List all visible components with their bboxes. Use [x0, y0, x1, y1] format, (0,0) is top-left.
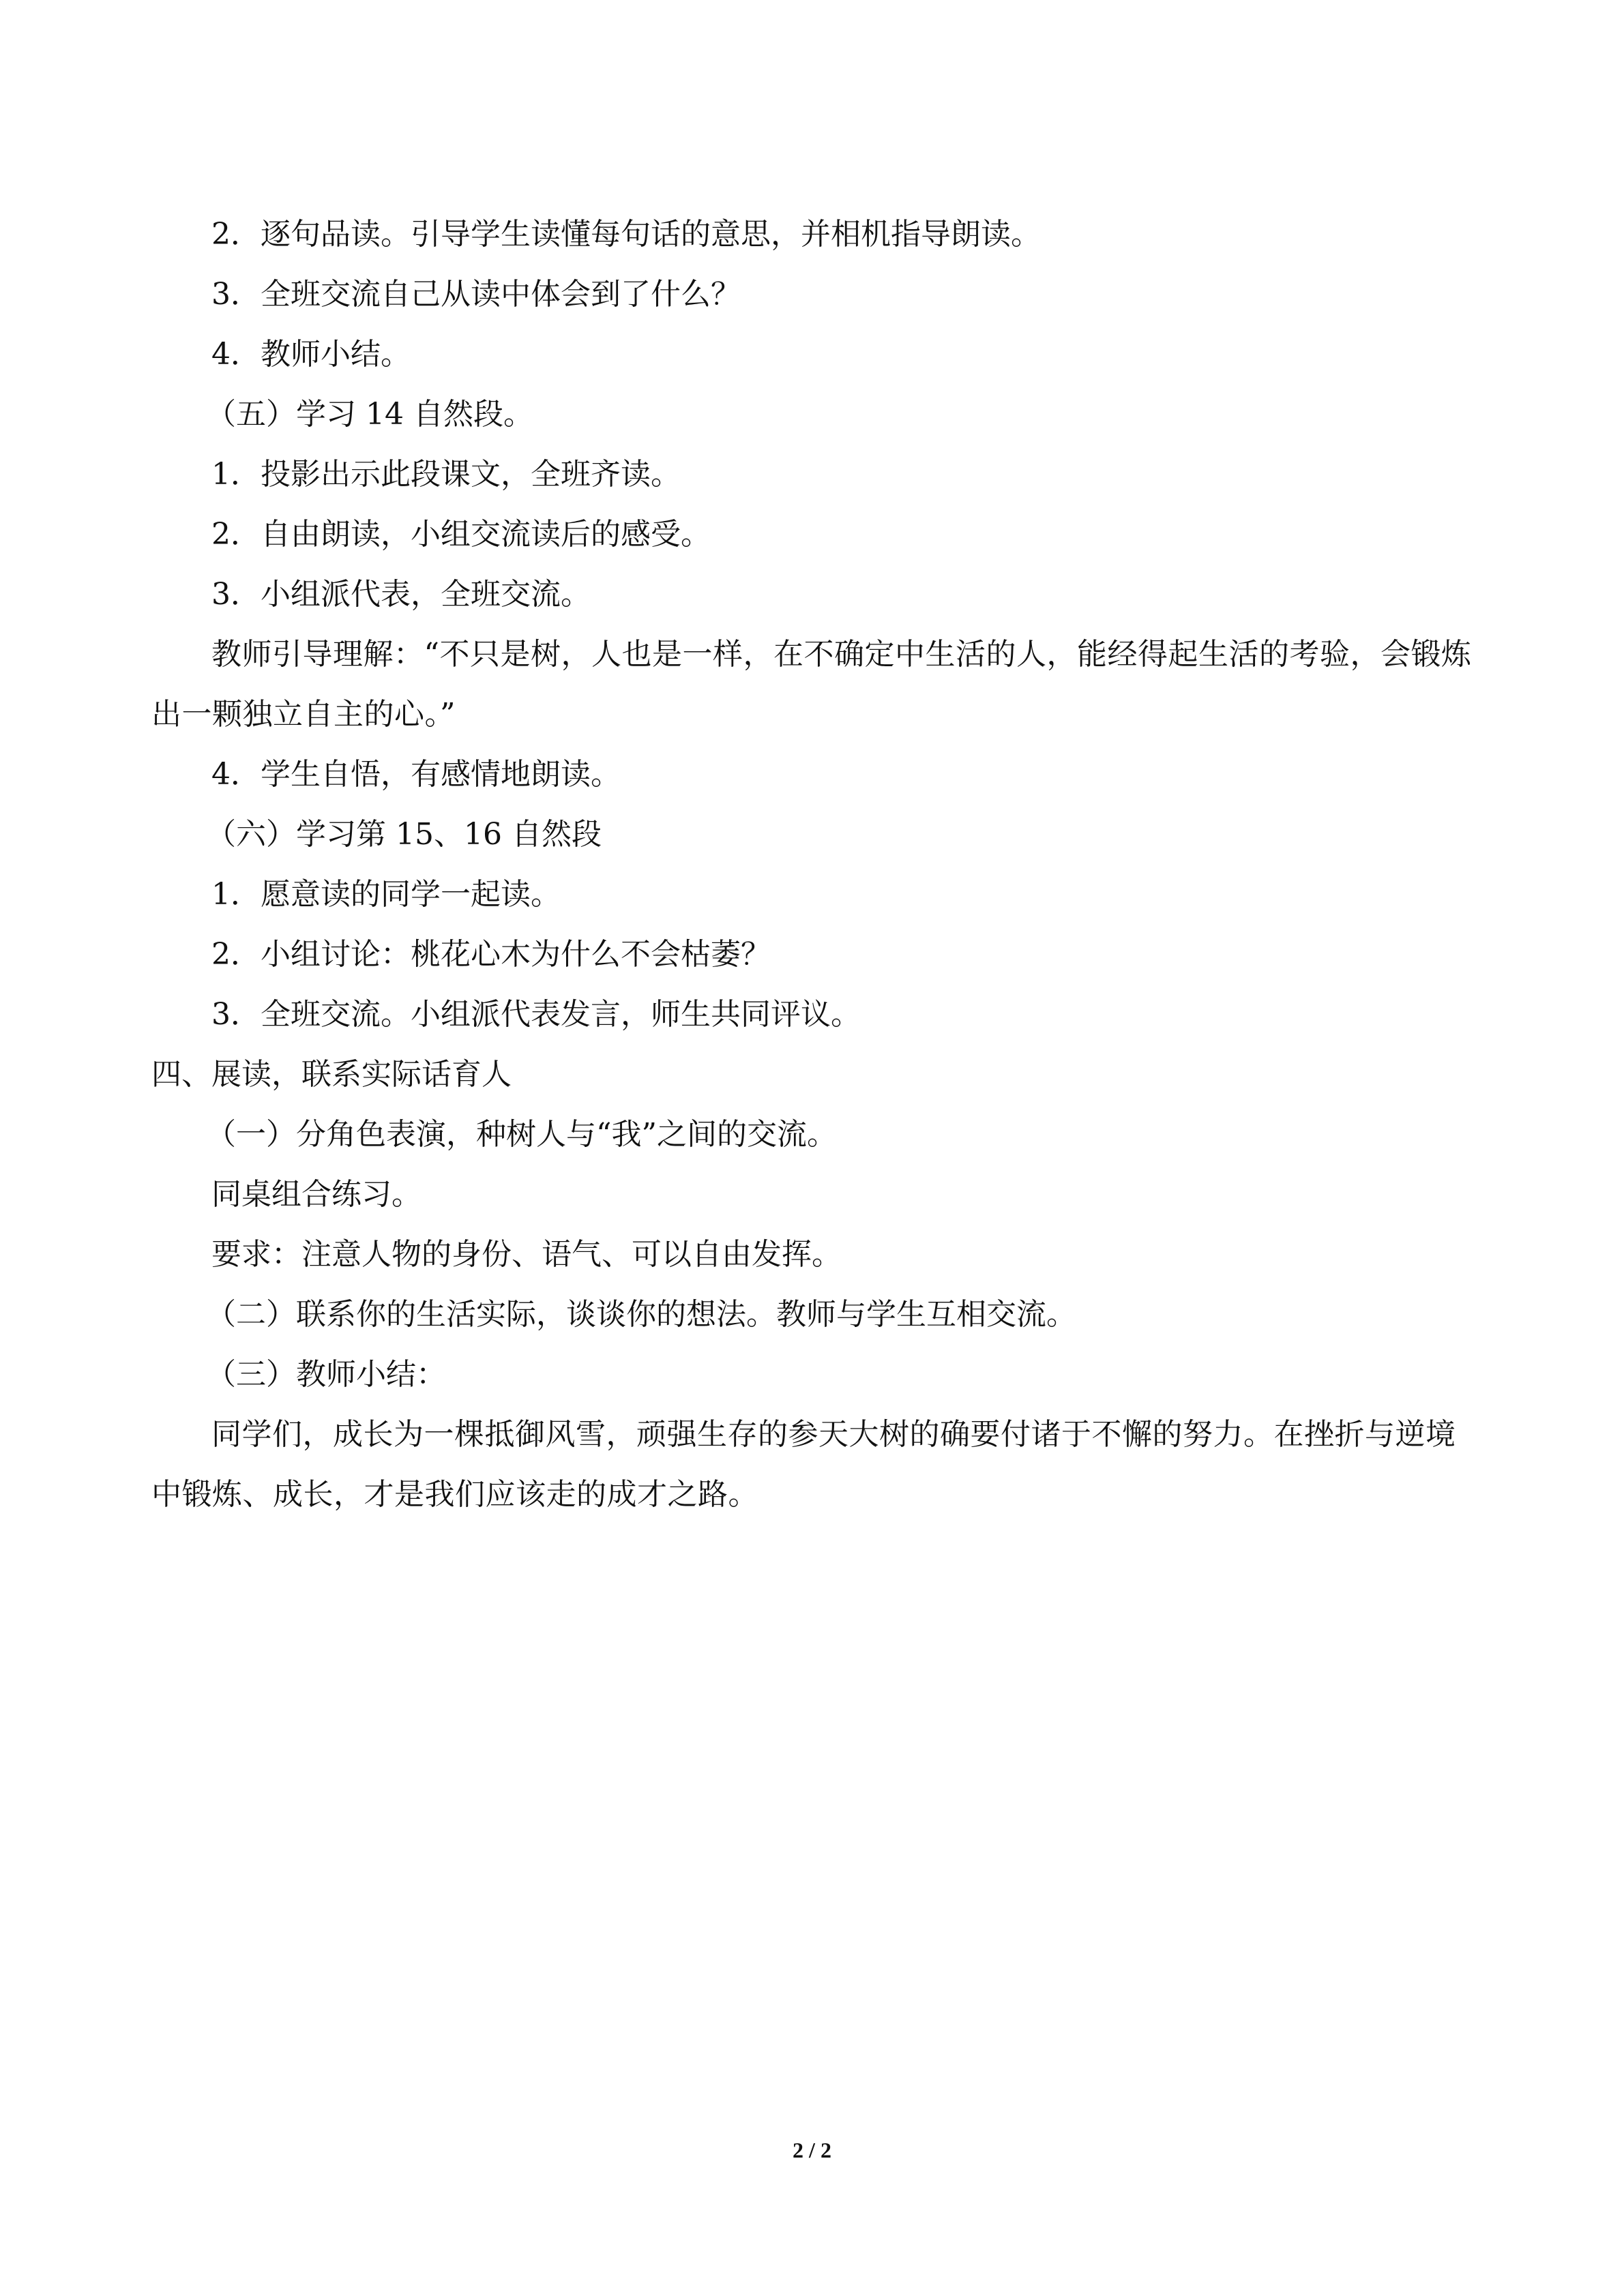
text-line: 要求：注意人物的身份、语气、可以自由发挥。 — [211, 1237, 842, 1272]
text-line: 2．小组讨论：桃花心木为什么不会枯萎？ — [211, 937, 771, 972]
text-line: 2．逐句品读。引导学生读懂每句话的意思，并相机指导朗读。 — [211, 217, 1041, 252]
section-heading: 四、展读，联系实际话育人 — [151, 1057, 512, 1092]
subsection-heading: （一）分角色表演，种树人与“我”之间的交流。 — [206, 1117, 837, 1152]
subsection-heading: （三）教师小结： — [206, 1357, 446, 1392]
text-line: 3．全班交流自己从读中体会到了什么？ — [211, 277, 741, 312]
page-number: 2 / 2 — [793, 2138, 831, 2162]
text-line: 同桌组合练习。 — [211, 1177, 422, 1212]
text-line: 2．自由朗读，小组交流读后的感受。 — [211, 517, 711, 552]
text-line: 4．教师小结。 — [211, 337, 411, 372]
text-line: 1．投影出示此段课文，全班齐读。 — [211, 457, 681, 492]
section-heading: （六）学习第 15、16 自然段 — [206, 817, 602, 852]
text-paragraph: 教师引导理解：“不只是树，人也是一样，在不确定中生活的人，能经得起生活的考验，会锻炼出一颗独立自主的心。” — [151, 637, 1472, 732]
text-paragraph: 同学们，成长为一棵抵御风雪，顽强生存的参天大树的确要付诸于不懈的努力。在挫折与逆境中锻炼、成长，才是我们应该走的成才之路。 — [151, 1417, 1456, 1512]
document-body — [151, 205, 1481, 1525]
section-heading: （五）学习 14 自然段。 — [206, 397, 533, 432]
text-line: 3．小组派代表，全班交流。 — [211, 577, 591, 612]
text-line: 1．愿意读的同学一起读。 — [211, 877, 561, 912]
text-line: 3．全班交流。小组派代表发言，师生共同评议。 — [211, 997, 861, 1032]
subsection-heading: （二）联系你的生活实际，谈谈你的想法。教师与学生互相交流。 — [206, 1297, 1076, 1332]
text-line: 4．学生自悟，有感情地朗读。 — [211, 757, 621, 792]
